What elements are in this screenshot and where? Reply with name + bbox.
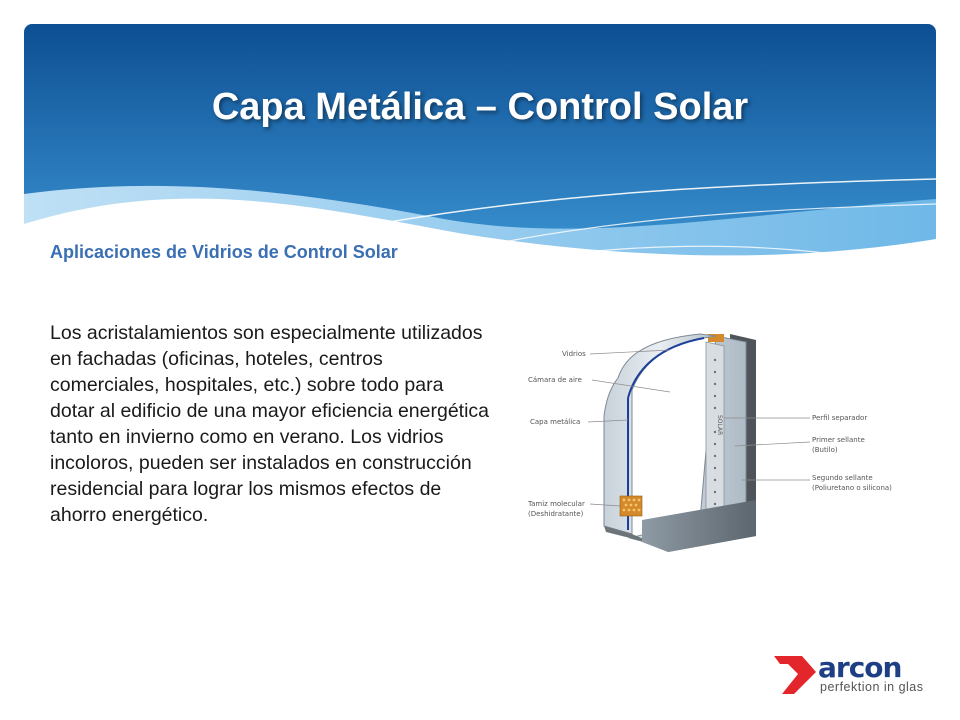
label-poliuretano-silicona: (Poliuretano o silicona) [812, 484, 892, 492]
header-wave-graphic [24, 24, 936, 274]
logo-tagline: perfektion in glas [820, 680, 924, 694]
label-camara-de-aire: Cámara de aire [528, 376, 582, 384]
label-perfil-separador: Perfil separador [812, 414, 868, 422]
header-banner [24, 24, 936, 274]
arcon-chevron-icon [774, 656, 816, 694]
body-paragraph: Los acristalamientos son especialmente utilizados en fachadas (oficinas, hoteles, centros comerciales, hospitales, etc.) sobre todo para dotar al edificio de una mayor eficiencia energética tanto en invierno como en verano. Los vidrios incoloros, pueden ser instalados en construcción residencial para lograr los mismos efectos de ahorro energético. [50, 322, 490, 526]
label-tamiz-molecular: Tamiz molecular [528, 500, 585, 508]
label-vidrios: Vidrios [562, 350, 586, 358]
glazing-diagram [520, 320, 920, 560]
slide-title: Capa Metálica – Control Solar [211, 86, 749, 128]
arcon-wordmark: arcon [818, 651, 902, 684]
label-segundo-sellante: Segundo sellante [812, 474, 873, 482]
arcon-logo [772, 650, 932, 696]
label-primer-sellante: Primer sellante [812, 436, 865, 444]
section-heading: Aplicaciones de Vidrios de Control Solar [50, 242, 398, 262]
glazing-cross-section-image [520, 320, 920, 560]
label-butilo: (Butilo) [812, 446, 838, 454]
spacer-text: SOLAR [716, 415, 723, 436]
label-capa-metalica: Capa metálica [530, 418, 581, 426]
label-deshidratante: (Deshidratante) [528, 510, 584, 518]
